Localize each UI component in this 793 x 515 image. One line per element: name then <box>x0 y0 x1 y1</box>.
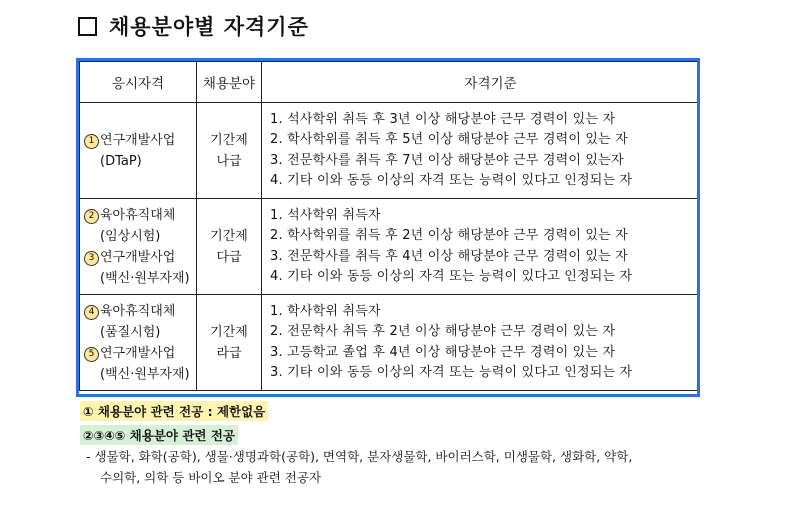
header-field: 채용분야 <box>197 62 262 103</box>
criteria-item: 1. 석사학위 취득자 <box>270 207 381 223</box>
qualification-line: (백신·원부자재) <box>100 270 190 286</box>
criteria-item: 3. 전문학사를 취득 후 4년 이상 해당분야 근무 경력이 있는 자 <box>270 248 629 264</box>
table-row <box>80 295 701 391</box>
page-title: 채용분야별 자격기준 <box>109 15 309 39</box>
field-cell: 기간제 라급 <box>197 295 262 391</box>
field-cell: 기간제 다급 <box>197 199 262 295</box>
criteria-cell <box>262 199 701 295</box>
qualification-line: (임상시험) <box>100 228 161 244</box>
criteria-item: 3. 기타 이와 동등 이상의 자격 또는 능력이 있다고 인정되는 자 <box>270 365 633 380</box>
qualification-line: (백신·원부자재) <box>100 366 190 382</box>
qualification-line: 2 육아휴직대체 <box>84 205 196 226</box>
criteria-item: 1. 학사학위 취득자 <box>270 303 381 319</box>
qualification-line: 5 연구개발사업 <box>84 343 196 364</box>
table-header-row <box>80 62 701 103</box>
number-badge: 5 <box>84 347 99 362</box>
table-row <box>80 103 701 199</box>
criteria-item: 1. 석사학위 취득 후 3년 이상 해당분야 근무 경력이 있는 자 <box>270 111 616 127</box>
header-criteria: 자격기준 <box>262 62 701 103</box>
criteria-item: 2. 학사학위를 취득 후 5년 이상 해당분야 근무 경력이 있는 자 <box>270 132 629 147</box>
criteria-table <box>79 61 700 391</box>
checkbox-square-icon <box>78 17 97 36</box>
note-major-unrestricted: ① 채용분야 관련 전공 : 제한없음 <box>80 401 268 421</box>
criteria-cell <box>262 295 701 391</box>
header-qualification: 응시자격 <box>80 62 197 103</box>
number-badge: 4 <box>84 305 99 320</box>
majors-list <box>86 446 726 488</box>
qualification-line: 4 육아휴직대체 <box>84 301 196 322</box>
qualification-line: 3 연구개발사업 <box>84 247 196 268</box>
criteria-item: 4. 기타 이와 동등 이상의 자격 또는 능력이 있다고 인정되는 자 <box>270 269 633 284</box>
criteria-item: 2. 학사학위를 취득 후 2년 이상 해당분야 근무 경력이 있는 자 <box>270 228 629 243</box>
number-badge: 3 <box>84 251 99 266</box>
criteria-item: 3. 전문학사를 취득 후 7년 이상 해당분야 근무 경력이 있는자 <box>270 152 624 168</box>
qualification-line: (DTaP) <box>100 153 142 169</box>
criteria-item: 3. 고등학교 졸업 후 4년 이상 해당분야 근무 경력이 있는 자 <box>270 344 616 360</box>
table-row <box>80 199 701 295</box>
number-badge: 2 <box>84 209 99 224</box>
majors-line: 수의학, 의학 등 바이오 분야 관련 전공자 <box>100 470 322 485</box>
section-heading <box>78 12 309 40</box>
qualification-line: (품질시험) <box>100 324 161 340</box>
majors-line: - 생물학, 화학(공학), 생물·생명과학(공학), 면역학, 분자생물학, 바이러스학, 미생물학, 생화학, 약학, <box>86 449 633 464</box>
criteria-cell <box>262 103 701 199</box>
criteria-table-frame <box>76 58 700 397</box>
qualification-cell <box>80 199 197 295</box>
number-badge: 1 <box>84 134 99 149</box>
field-cell: 기간제 나급 <box>197 103 262 199</box>
qualification-cell <box>80 295 197 391</box>
criteria-item: 2. 전문학사 취득 후 2년 이상 해당분야 근무 경력이 있는 자 <box>270 324 616 339</box>
qualification-cell <box>80 103 197 199</box>
criteria-item: 4. 기타 이와 동등 이상의 자격 또는 능력이 있다고 인정되는 자 <box>270 173 633 188</box>
qualification-line: 1 연구개발사업 <box>84 130 196 151</box>
note-major-related: ②③④⑤ 채용분야 관련 전공 <box>80 425 238 445</box>
